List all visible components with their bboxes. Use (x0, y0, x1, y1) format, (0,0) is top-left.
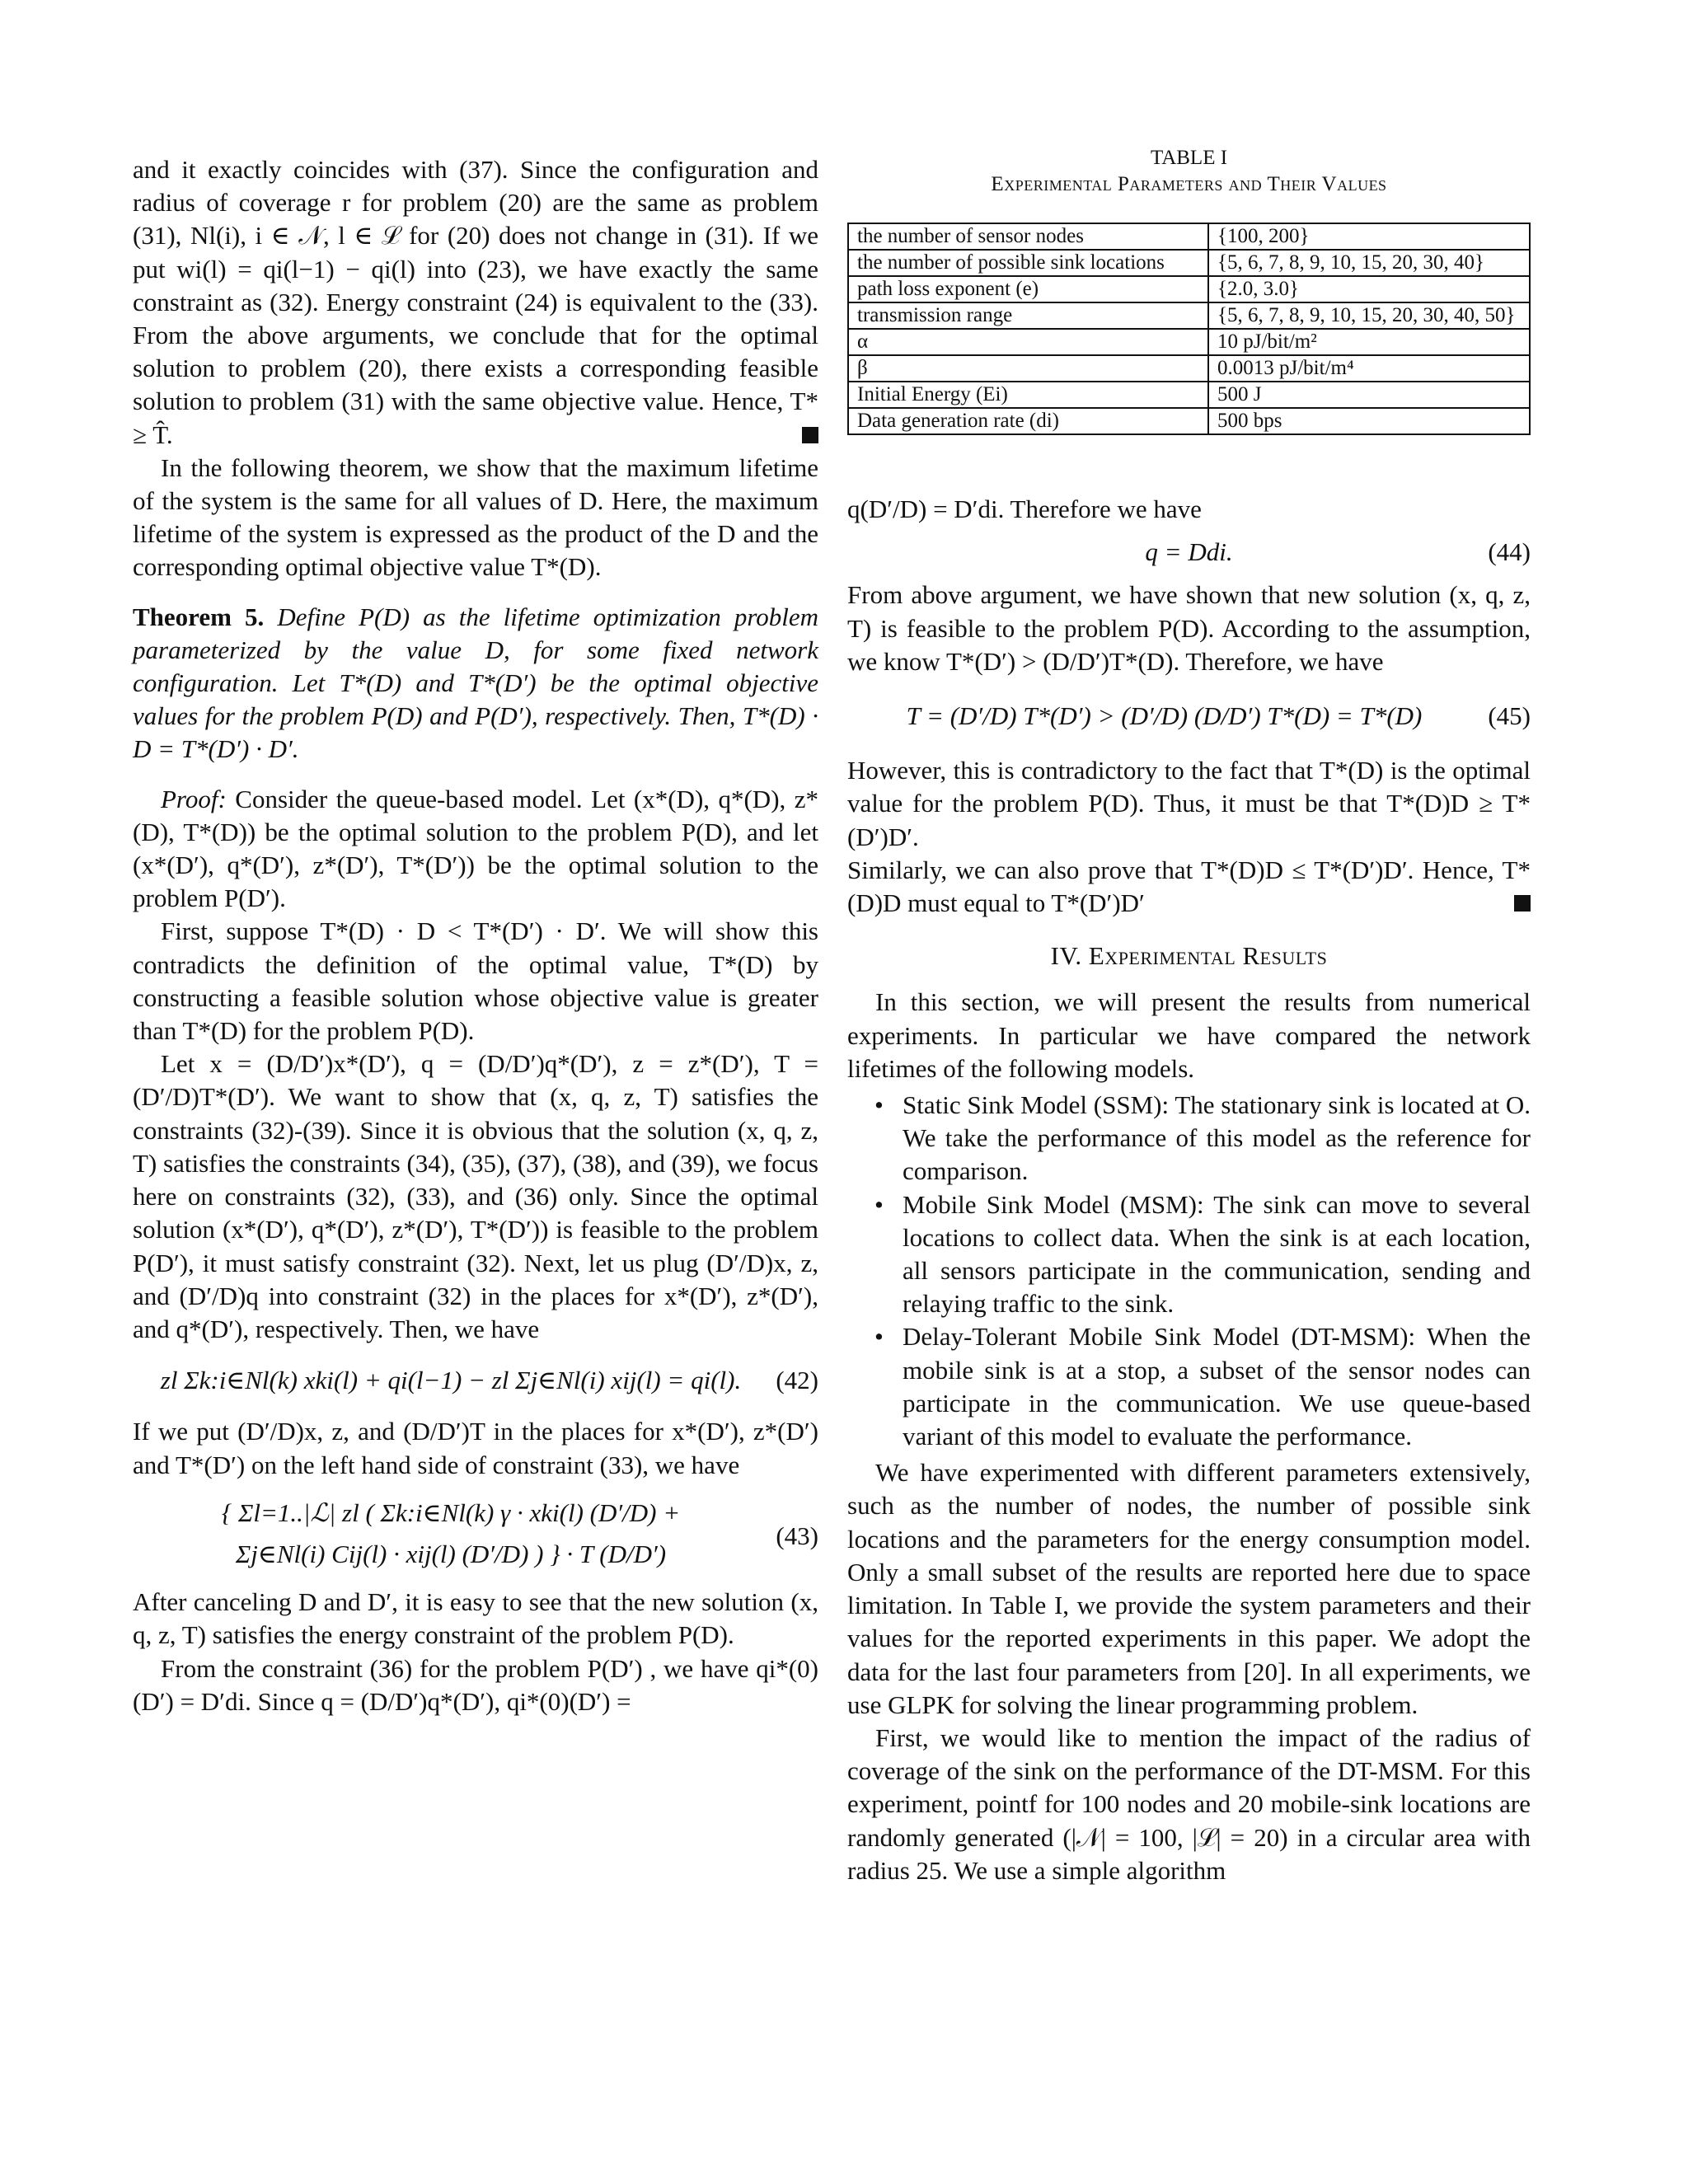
equation-43-line-1: { Σl=1..|ℒ| zl ( Σk:i∈Nl(k) γ · xki(l) (D′/D) + (221, 1497, 681, 1527)
table-cell-param: Data generation rate (di) (848, 408, 1208, 434)
theorem-5 (133, 601, 818, 766)
list-item: • Delay-Tolerant Mobile Sink Model (DT-MSM): When the mobile sink is at a stop, a subset of the sensor nodes can participate in the communication. We use queue-based variant of this model to evaluate the performance. (903, 1320, 1531, 1453)
table-cell-value: {100, 200} (1208, 223, 1530, 250)
table-cell-param: Initial Energy (Ei) (848, 382, 1208, 408)
left-paragraph-1: and it exactly coincides with (37). Since the configuration and radius of coverage r for problem (20) are the same as problem (31), Nl(i), i ∈ 𝒩, l ∈ ℒ for (20) does not change in (31). If we put wi(l) = qi(l−1) − qi(l) into (23), we have exactly the same constraint as (32). Energy constraint (24) is equivalent to the (33). From the above arguments, we conclude that for the optimal solution to problem (20), there exists a corresponding feasible solution to problem (31) with the same objective value. Hence, T* ≥ T̂. (133, 155, 818, 449)
table-title: Experimental Parameters and Their Values (991, 173, 1387, 195)
table-cell-value: 10 pJ/bit/m² (1208, 329, 1530, 355)
table-cell-value: {2.0, 3.0} (1208, 276, 1530, 302)
theorem-heading: Theorem 5. (133, 602, 265, 631)
table-row (848, 223, 1530, 250)
proof-paragraph: Proof: Consider the queue-based model. Let (x*(D), q*(D), z*(D), T*(D)) be the optimal solution to the problem P(D), and let (x*(D′), q*(D′), z*(D′), T*(D′)) be the optimal solution to the problem P(D′). (133, 784, 819, 913)
table-row (848, 408, 1530, 434)
equation-number-44: (44) (1488, 537, 1531, 567)
model-list (847, 1089, 1531, 1453)
left-paragraph-2: In the following theorem, we show that the maximum lifetime of the system is the same for all values of D. Here, the maximum lifetime of the system is expressed as the product of the D and the corresponding optimal objective value T*(D). (133, 452, 818, 582)
right-column (847, 145, 1531, 1887)
right-paragraph-7: First, we would like to mention the impact of the radius of coverage of the sink on the performance of the DT-MSM. For this experiment, pointf for 100 nodes and 20 mobile-sink locations are randomly generated (|𝒩| = 100, |ℒ| = 20) in a circular area with radius 25. We use a simple algorithm (847, 1722, 1531, 1885)
right-paragraph-4: Similarly, we can also prove that T*(D)D ≤ T*(D′)D′. Hence, T*(D)D must equal to T*(D′)D′ (847, 855, 1531, 918)
equation-42: zl Σk:i∈Nl(k) xki(l) + qi(l−1) − zl Σj∈Nl(i) xij(l) = qi(l). (42) (133, 1364, 818, 1397)
list-item: • Static Sink Model (SSM): The stationary sink is located at O. We take the performance of this model as the reference for comparison. (903, 1089, 1531, 1188)
equation-44: q = Ddi. (44) (847, 536, 1531, 569)
table-cell-value: 500 J (1208, 382, 1530, 408)
table-cell-param: path loss exponent (e) (848, 276, 1208, 302)
left-paragraph-6: After canceling D and D′, it is easy to see that the new solution (x, q, z, T) satisfies the energy constraint of the problem P(D). (133, 1587, 818, 1650)
table-cell-param: the number of possible sink locations (848, 250, 1208, 276)
table-cell-param: α (848, 329, 1208, 355)
right-paragraph-6: We have experimented with different parameters extensively, such as the number of nodes, the number of possible sink locations and the parameters for the energy consumption model. Only a small subset of the results are reported here due to space limitation. In Table I, we provide the system parameters and their values for the reported experiments in this paper. We adopt the data for the last four parameters from [20]. In all experiments, we use GLPK for solving the linear programming problem. (847, 1458, 1531, 1719)
left-paragraph-5: If we put (D′/D)x, z, and (D/D′)T in the places for x*(D′), z*(D′) and T*(D′) on the left hand side of constraint (33), we have (133, 1417, 818, 1479)
left-paragraph-7: From the constraint (36) for the problem P(D′) , we have qi*(0)(D′) = D′di. Since q = (D/D′)q*(D′), qi*(0)(D′) = (133, 1653, 818, 1716)
equation-number-45: (45) (1488, 701, 1531, 731)
left-column (133, 153, 818, 1718)
left-paragraph-4: Let x = (D/D′)x*(D′), q = (D/D′)q*(D′), z = z*(D′), T = (D′/D)T*(D′). We want to show that (x, q, z, T) satisfies the constraints (32)-(39). Since it is obvious that the solution (x, q, z, T) satisfies the constraints (34), (35), (37), (38), and (39), we focus here on constraints (32), (33), and (36) only. Since the optimal solution (x*(D′), q*(D′), z*(D′), T*(D′)) is feasible to the problem P(D′), it must satisfy constraint (32). Next, let us plug (D′/D)x, z, and (D′/D)q into constraint (32) in the places for x*(D′), z*(D′), and q*(D′), respectively. Then, we have (133, 1049, 818, 1343)
table-cell-value: 500 bps (1208, 408, 1530, 434)
table-cell-value: {5, 6, 7, 8, 9, 10, 15, 20, 30, 40} (1208, 250, 1530, 276)
table-row (848, 355, 1530, 382)
table-cell-param: the number of sensor nodes (848, 223, 1208, 250)
qed-square-icon (1514, 895, 1531, 912)
right-paragraph-1: q(D′/D) = D′di. Therefore we have (847, 494, 1202, 523)
qed-square-icon (802, 427, 818, 443)
left-paragraph-3: First, suppose T*(D) · D < T*(D′) · D′. We will show this contradicts the definition of the optimal value, T*(D) by constructing a feasible solution whose objective value is greater than T*(D) for the problem P(D). (133, 916, 818, 1046)
table-row (848, 302, 1530, 329)
list-item: • Mobile Sink Model (MSM): The sink can move to several locations to collect data. When the sink is at each location, all sensors participate in the communication, sending and relaying traffic to the sink. (903, 1188, 1531, 1321)
table-cell-value: {5, 6, 7, 8, 9, 10, 15, 20, 30, 40, 50} (1208, 302, 1530, 329)
equation-number-42: (42) (776, 1366, 818, 1395)
table-row (848, 329, 1530, 355)
right-paragraph-3: However, this is contradictory to the fact that T*(D) is the optimal value for the problem P(D). Thus, it must be that T*(D)D ≥ T*(D′)D′. (847, 756, 1531, 851)
table-caption (847, 145, 1531, 198)
section-title: IV. Experimental Results (1050, 941, 1328, 971)
equation-43-line-2: Σj∈Nl(i) Cij(l) · xij(l) (D′/D) ) } · T (D/D′) (235, 1539, 667, 1568)
equation-45: T = (D′/D) T*(D′) > (D′/D) (D/D′) T*(D) = T*(D) (45) (847, 700, 1531, 733)
right-paragraph-2: From above argument, we have shown that new solution (x, q, z, T) is feasible to the problem P(D). According to the assumption, we know T*(D′) > (D/D′)T*(D). Therefore, we have (847, 580, 1531, 676)
table-row (848, 250, 1530, 276)
right-paragraph-5: In this section, we will present the results from numerical experiments. In particular we have compared the network lifetimes of the following models. (847, 987, 1531, 1083)
table-cell-value: 0.0013 pJ/bit/m⁴ (1208, 355, 1530, 382)
table-cell-param: β (848, 355, 1208, 382)
table-label: TABLE I (1150, 147, 1228, 169)
equation-number-43: (43) (776, 1521, 818, 1550)
proof-heading: Proof: (161, 784, 227, 813)
equation-43 (133, 1497, 818, 1571)
parameters-table (847, 223, 1531, 435)
theorem-body: Define P(D) as the lifetime optimization problem parameterized by the value D, for some fixed network configuration. Let T*(D) and T*(D′) be the optimal objective values for the problem P(D) and P(D′), respectively. Then, T*(D) · D = T*(D′) · D′. (133, 602, 818, 764)
table-cell-param: transmission range (848, 302, 1208, 329)
table-row (848, 276, 1530, 302)
table-row (848, 382, 1530, 408)
